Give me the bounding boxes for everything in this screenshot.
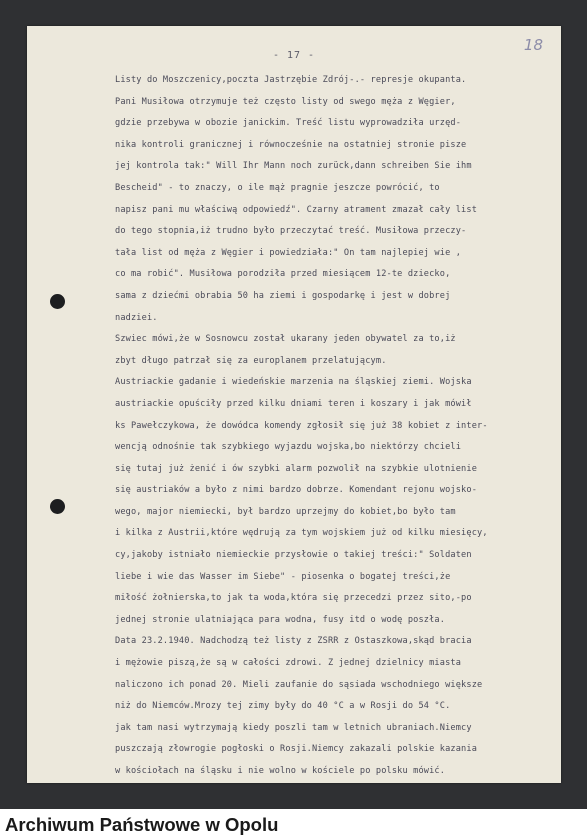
text-line: wego, major niemiecki, był bardzo uprzejmy do kobiet,bo było tam	[115, 506, 456, 517]
page-number: - 17 -	[272, 50, 316, 61]
text-line: nika kontroli granicznej i równocześnie na ostatniej stronie pisze	[115, 139, 467, 150]
punch-hole	[50, 294, 65, 309]
text-line: cy,jakoby istniało niemieckie przysłowie o takiej treści:" Soldaten	[115, 550, 472, 561]
text-line: Bescheid" - to znaczy, o ile mąż pragnie jeszcze powrócić, to	[115, 182, 440, 193]
text-line: jednej stronie ulatniająca para wodna, fusy itd o wodę poszła.	[115, 614, 446, 625]
text-line: Listy do Moszczenicy,poczta Jastrzębie Zdrój-.- represje okupanta.	[115, 75, 467, 85]
text-line: ks Pawełczykowa, że dowódca komendy zgłosił się już 38 kobiet z inter-	[115, 420, 488, 431]
text-line: jej kontrola tak:" Will Ihr Mann noch zurück,dann schreiben Sie ihm	[115, 161, 472, 172]
text-line: niż do Niemców.Mrozy tej zimy były do 40 °C a w Rosji do 54 °C.	[115, 701, 451, 712]
text-line: sama z dziećmi obrabia 50 ha ziemi i gospodarkę i jest w dobrej	[115, 290, 451, 301]
text-line: Pani Musiłowa otrzymuje też często listy od swego męża z Węgier,	[115, 96, 456, 107]
text-line: i mężowie piszą,że są w całości zdrowi. Z jednej dzielnicy miasta	[115, 658, 462, 669]
text-line: miłość żołnierska,to jak ta woda,która się przecedzi przez sito,-po	[115, 593, 472, 604]
archive-footer-label: Archiwum Państwowe w Opolu	[5, 814, 279, 835]
text-line: Data 23.2.1940. Nadchodzą też listy z ZSRR z Ostaszkowa,skąd bracia	[115, 636, 472, 647]
text-line: się tutaj już żenić i ów szybki alarm pozwolił na szybkie ulotnienie	[115, 463, 478, 474]
text-line: naliczono ich ponad 20. Mieli zaufanie do sąsiada wschodniego większe	[115, 679, 483, 690]
text-line: austriackie opuściły przed kilku dniami teren i koszary i jak mówił	[115, 398, 472, 409]
text-line: jak tam nasi wytrzymają kiedy poszli tam w letnich ubraniach.Niemcy	[115, 722, 472, 733]
text-line: puszczają złowrogie pogłoski o Rosji.Niemcy zakazali polskie kazania	[115, 744, 478, 755]
punch-hole	[50, 499, 65, 514]
archive-footer-bar	[0, 809, 587, 840]
document-page	[27, 26, 561, 783]
text-line: co ma robić". Musiłowa porodziła przed miesiącem 12-te dziecko,	[115, 269, 451, 280]
text-line: Austriackie gadanie i wiedeńskie marzenia na śląskiej ziemi. Wojska	[115, 377, 472, 388]
text-line: wencją odnośnie tak szybkiego wyjazdu wojska,bo niektórzy chcieli	[115, 442, 462, 453]
text-line: liebe i wie das Wasser im Siebe" - piosenka o bogatej treści,że	[115, 571, 451, 582]
text-line: się austriaków a było z nimi bardzo dobrze. Komendant rejonu wojsko-	[115, 485, 478, 496]
text-line: nadziei.	[115, 312, 158, 323]
archive-folio-mark: 18	[523, 36, 543, 54]
text-line: gdzie przebywa w obozie janickim. Treść listu wyprowadziła urzęd-	[115, 118, 462, 129]
text-line: do tego stopnia,iż trudno było przeczytać treść. Musiłowa przeczy-	[115, 226, 467, 237]
text-line: zbyt długo patrzał się za europlanem przelatującym.	[115, 355, 387, 366]
text-line: w kościołach na śląsku i nie wolno w kościele po polsku mówić.	[115, 766, 446, 776]
text-line: napisz pani mu właściwą odpowiedź". Czarny atrament zmazał cały list	[115, 204, 478, 215]
text-line: i kilka z Austrii,które wędrują za tym wojskiem już od kilku miesięcy,	[115, 528, 488, 539]
text-line: Szwiec mówi,że w Sosnowcu został ukarany jeden obywatel za to,iż	[115, 334, 456, 345]
typed-text-body	[115, 70, 555, 783]
text-line: tała list od męża z Węgier i powiedziała:" On tam najlepiej wie ,	[115, 247, 462, 258]
